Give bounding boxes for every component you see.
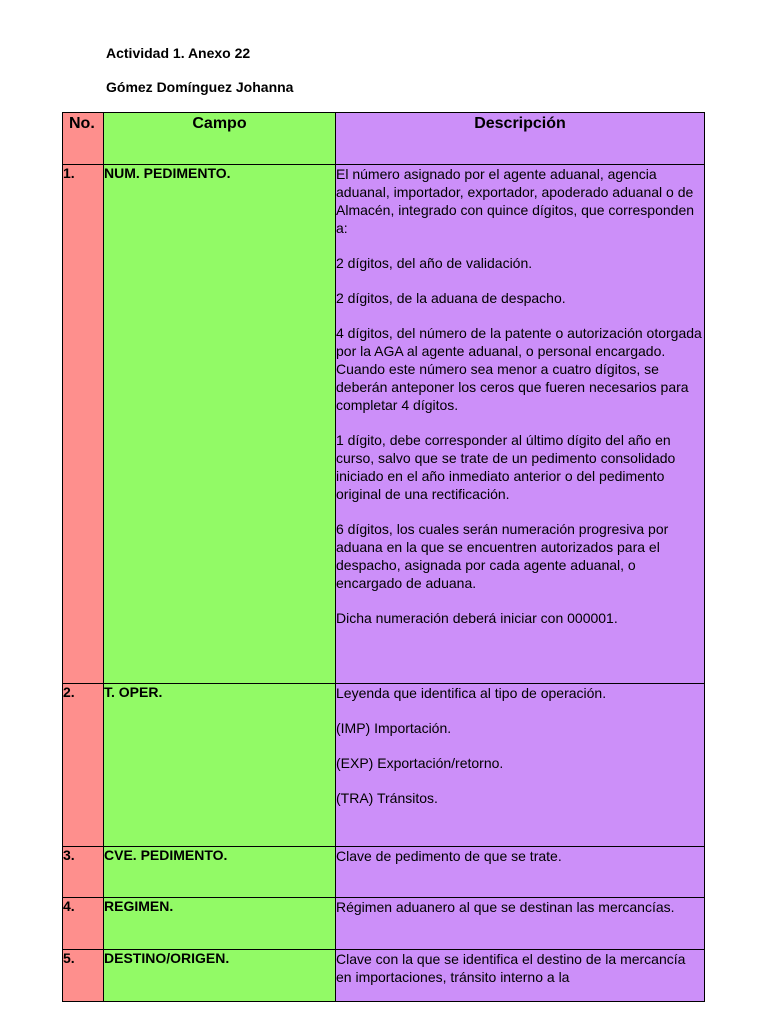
header-no: No.: [63, 113, 104, 165]
description-paragraph: Leyenda que identifica al tipo de operación.: [336, 685, 607, 701]
row-description: [336, 847, 705, 898]
description-paragraph: (TRA) Tránsitos.: [336, 790, 438, 806]
header-descripcion: Descripción: [336, 113, 705, 165]
row-description: [336, 950, 705, 1002]
table-row: [63, 950, 705, 1002]
description-paragraph: 2 dígitos, de la aduana de despacho.: [336, 290, 566, 306]
author-name: Gómez Domínguez Johanna: [106, 79, 294, 95]
description-paragraph: Régimen aduanero al que se destinan las mercancías.: [336, 899, 675, 915]
annex-table: [62, 112, 705, 1002]
description-paragraph: Clave de pedimento de que se trate.: [336, 848, 562, 864]
description-paragraph: Dicha numeración deberá iniciar con 000001.: [336, 610, 618, 626]
description-paragraph: 1 dígito, debe corresponder al último dígito del año en curso, salvo que se trate de un pedimento consolidado iniciado en el año inmediato anterior o del pedimento original de una rectificación.: [336, 432, 676, 502]
table-row: [63, 847, 705, 898]
row-number: 3.: [63, 847, 104, 898]
description-paragraph: (IMP) Importación.: [336, 720, 452, 736]
row-description: [336, 684, 705, 847]
table-row: [63, 898, 705, 950]
row-description: [336, 898, 705, 950]
row-field-name: REGIMEN.: [104, 898, 336, 950]
row-number: 1.: [63, 165, 104, 684]
row-field-name: T. OPER.: [104, 684, 336, 847]
table-row: [63, 684, 705, 847]
description-paragraph: Clave con la que se identifica el destino de la mercancía en importaciones, tránsito interno a la: [336, 951, 686, 985]
row-field-name: NUM. PEDIMENTO.: [104, 165, 336, 684]
row-number: 2.: [63, 684, 104, 847]
header-campo: Campo: [104, 113, 336, 165]
description-paragraph: (EXP) Exportación/retorno.: [336, 755, 504, 771]
row-number: 4.: [63, 898, 104, 950]
row-description: [336, 165, 705, 684]
row-field-name: CVE. PEDIMENTO.: [104, 847, 336, 898]
row-number: 5.: [63, 950, 104, 1002]
document-title: Actividad 1. Anexo 22: [106, 45, 251, 61]
description-paragraph: 2 dígitos, del año de validación.: [336, 255, 533, 271]
description-paragraph: El número asignado por el agente aduanal, agencia aduanal, importador, exportador, apoderado aduanal o de Almacén, integrado con quince dígitos, que corresponden a:: [336, 166, 695, 236]
description-paragraph: 6 dígitos, los cuales serán numeración progresiva por aduana en la que se encuentren autorizados para el despacho, asignada por cada agente aduanal, o encargado de aduana.: [336, 521, 669, 591]
table-row: [63, 165, 705, 684]
table-header-row: [63, 113, 705, 165]
description-paragraph: 4 dígitos, del número de la patente o autorización otorgada por la AGA al agente aduanal, o personal encargado. Cuando este número sea menor a cuatro dígitos, se deberán anteponer los ceros que fueren necesarios para completar 4 dígitos.: [336, 325, 702, 413]
row-field-name: DESTINO/ORIGEN.: [104, 950, 336, 1002]
